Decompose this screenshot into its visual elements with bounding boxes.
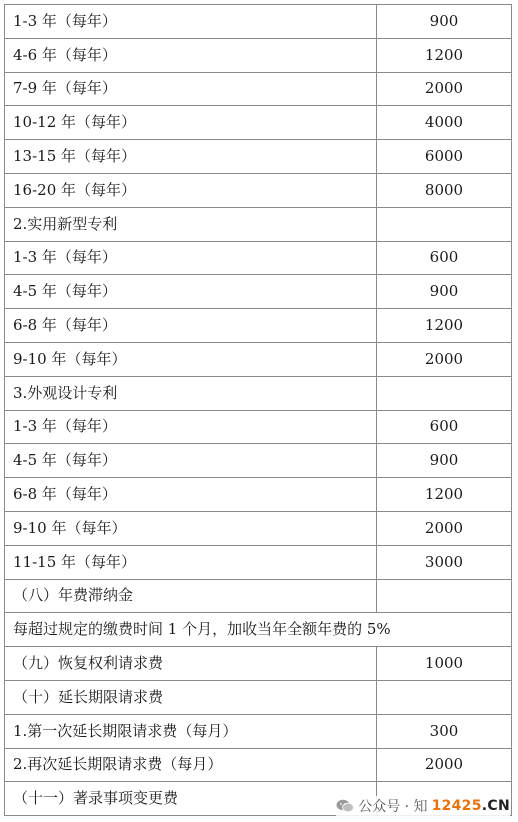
watermark xyxy=(336,796,510,816)
table-row xyxy=(5,72,512,106)
fee-amount: 2000 xyxy=(377,511,512,545)
fee-item-label: 16-20 年（每年） xyxy=(5,173,377,207)
fee-amount: 900 xyxy=(377,275,512,309)
table-row xyxy=(5,748,512,782)
fee-item-label: 9-10 年（每年） xyxy=(5,342,377,376)
section-heading: （八）年费滞纳金 xyxy=(5,579,377,613)
fee-item-label: 13-15 年（每年） xyxy=(5,140,377,174)
fee-amount xyxy=(377,376,512,410)
fee-item-label: 4-5 年（每年） xyxy=(5,275,377,309)
watermark-prefix: 公众号 · 知 xyxy=(358,799,428,815)
fee-item-label: （九）恢复权利请求费 xyxy=(5,647,377,681)
fee-amount: 1200 xyxy=(377,309,512,343)
fee-item-label: 2.再次延长期限请求费（每月） xyxy=(5,748,377,782)
fee-amount: 2000 xyxy=(377,342,512,376)
fee-item-label: 6-8 年（每年） xyxy=(5,478,377,512)
table-row xyxy=(5,410,512,444)
fee-item-label: 9-10 年（每年） xyxy=(5,511,377,545)
watermark-suffix: .CN xyxy=(481,798,510,814)
section-heading: 3.外观设计专利 xyxy=(5,376,377,410)
section-heading: （十一）著录事项变更费 xyxy=(5,782,377,816)
fee-amount: 600 xyxy=(377,241,512,275)
table-row xyxy=(5,5,512,39)
wechat-icon xyxy=(336,799,354,813)
fee-item-label: 1.第一次延长期限请求费（每月） xyxy=(5,714,377,748)
table-row xyxy=(5,579,512,613)
fee-amount: 4000 xyxy=(377,106,512,140)
fee-amount: 6000 xyxy=(377,140,512,174)
fee-amount xyxy=(377,579,512,613)
fee-item-label: 6-8 年（每年） xyxy=(5,309,377,343)
table-row xyxy=(5,38,512,72)
fee-amount: 3000 xyxy=(377,545,512,579)
fee-item-label: 4-6 年（每年） xyxy=(5,38,377,72)
fee-amount: 300 xyxy=(377,714,512,748)
table-row xyxy=(5,714,512,748)
table-row xyxy=(5,140,512,174)
table-row xyxy=(5,647,512,681)
note-text: 每超过规定的缴费时间 1 个月，加收当年全额年费的 5% xyxy=(5,613,512,647)
fee-item-label: 1-3 年（每年） xyxy=(5,241,377,275)
table-row xyxy=(5,275,512,309)
fee-amount: 8000 xyxy=(377,173,512,207)
table-row xyxy=(5,207,512,241)
watermark-site xyxy=(432,798,510,814)
fee-table-body xyxy=(5,5,512,816)
fee-amount: 900 xyxy=(377,5,512,39)
table-row xyxy=(5,376,512,410)
watermark-number: 12425 xyxy=(431,798,482,814)
table-row xyxy=(5,613,512,647)
table-row xyxy=(5,444,512,478)
table-row xyxy=(5,545,512,579)
fee-amount: 900 xyxy=(377,444,512,478)
fee-amount: 2000 xyxy=(377,748,512,782)
fee-item-label: 1-3 年（每年） xyxy=(5,5,377,39)
section-heading: 2.实用新型专利 xyxy=(5,207,377,241)
table-row xyxy=(5,478,512,512)
table-row xyxy=(5,680,512,714)
table-row xyxy=(5,342,512,376)
fee-item-label: 11-15 年（每年） xyxy=(5,545,377,579)
fee-amount: 1000 xyxy=(377,647,512,681)
fee-amount: 1200 xyxy=(377,38,512,72)
fee-item-label: 1-3 年（每年） xyxy=(5,410,377,444)
fee-amount xyxy=(377,207,512,241)
table-row xyxy=(5,106,512,140)
fee-amount xyxy=(377,680,512,714)
section-heading: （十）延长期限请求费 xyxy=(5,680,377,714)
fee-amount: 1200 xyxy=(377,478,512,512)
fee-item-label: 4-5 年（每年） xyxy=(5,444,377,478)
table-row xyxy=(5,241,512,275)
fee-item-label: 10-12 年（每年） xyxy=(5,106,377,140)
fee-amount: 600 xyxy=(377,410,512,444)
table-row xyxy=(5,309,512,343)
table-row xyxy=(5,511,512,545)
fee-table xyxy=(4,4,512,816)
table-row xyxy=(5,173,512,207)
fee-item-label: 7-9 年（每年） xyxy=(5,72,377,106)
fee-amount: 2000 xyxy=(377,72,512,106)
